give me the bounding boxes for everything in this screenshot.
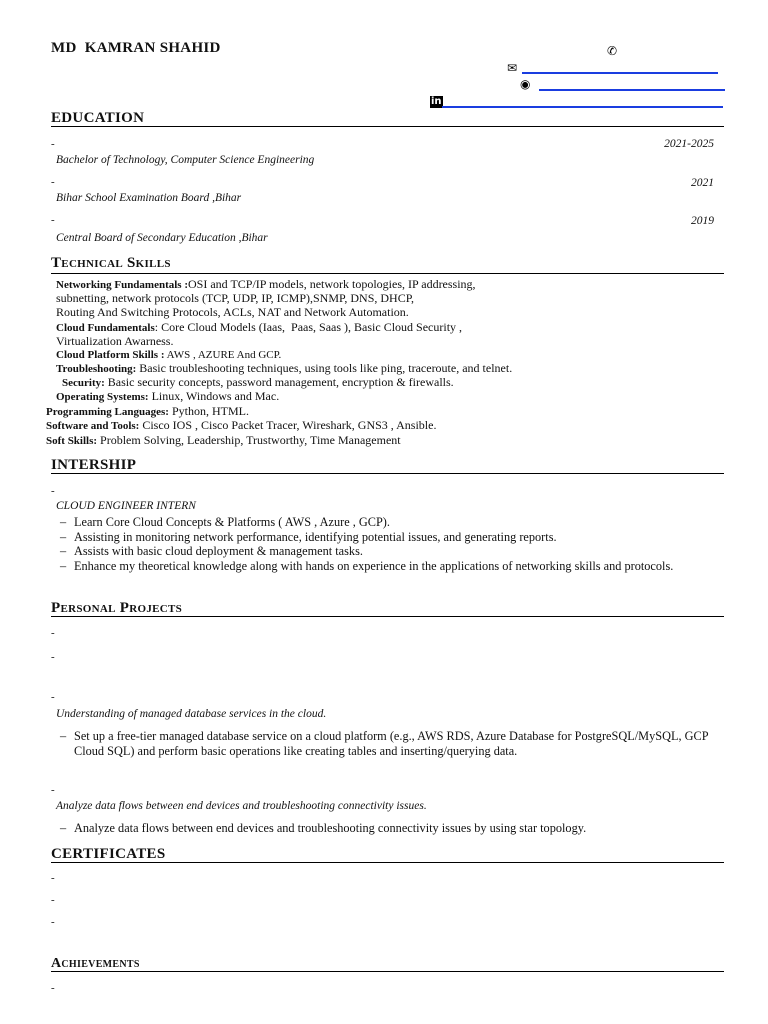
skill-label: Cloud Fundamentals xyxy=(56,322,155,334)
skill-label: Networking Fundamentals : xyxy=(56,279,189,291)
education-dot: - xyxy=(51,138,55,150)
education-heading: EDUCATION xyxy=(51,110,145,126)
education-dot: - xyxy=(51,176,55,188)
project-bullet-list xyxy=(60,729,720,758)
github-link[interactable] xyxy=(539,89,725,91)
certificate-dot: - xyxy=(51,894,55,906)
skill-label: Operating Systems: xyxy=(56,391,149,403)
internship-heading: INTERSHIP xyxy=(51,457,137,473)
skills-divider xyxy=(51,273,724,274)
project-subtitle: Understanding of managed database services in the cloud. xyxy=(56,708,327,720)
project-bullet-list xyxy=(60,821,720,836)
linkedin-icon: in xyxy=(431,96,442,107)
skill-soft-skills xyxy=(46,433,401,448)
skill-label: Software and Tools: xyxy=(46,420,140,432)
education-detail: Bihar School Examination Board ,Bihar xyxy=(56,192,242,204)
skill-text: Python, HTML. xyxy=(168,404,249,418)
skill-text: Basic security concepts, password management, encryption & firewalls. xyxy=(104,375,454,389)
skill-cloud-platform xyxy=(56,347,281,362)
skills-heading: Technical Skills xyxy=(51,255,171,271)
internship-dot: - xyxy=(51,485,55,497)
skill-networking-line: Routing And Switching Protocols, ACLs, NAT and Network Automation. xyxy=(56,305,409,319)
skill-text: AWS , AZURE And GCP. xyxy=(164,349,282,361)
skill-label: Troubleshooting: xyxy=(56,363,137,375)
internship-role: CLOUD ENGINEER INTERN xyxy=(56,500,196,512)
project-dot: - xyxy=(51,784,55,796)
internship-bullet: – Enhance my theoretical knowledge along with hands on experience in the applications of networking skills and protocols. xyxy=(60,559,720,574)
project-dot: - xyxy=(51,691,55,703)
internship-bullet: – Learn Core Cloud Concepts & Platforms ( AWS , Azure , GCP). xyxy=(60,515,720,530)
education-dot: - xyxy=(51,214,55,226)
email-link[interactable] xyxy=(522,72,718,74)
education-date: 2021 xyxy=(691,177,714,189)
skill-cloud-line: Virtualization Awarness. xyxy=(56,334,174,348)
project-subtitle: Analyze data flows between end devices and troubleshooting connectivity issues. xyxy=(56,800,427,812)
certificate-dot: - xyxy=(51,872,55,884)
skill-text: Linux, Windows and Mac. xyxy=(148,389,280,403)
phone-icon: ✆ xyxy=(607,44,618,58)
education-divider xyxy=(51,126,724,127)
skill-security xyxy=(62,375,454,390)
achievements-divider xyxy=(51,971,724,972)
internship-bullet: – Assists with basic cloud deployment & management tasks. xyxy=(60,544,720,559)
skill-troubleshooting xyxy=(56,361,512,376)
skill-text: Problem Solving, Leadership, Trustworthy, Time Management xyxy=(97,433,401,447)
internship-bullet-list xyxy=(60,515,720,573)
github-icon: ◉ xyxy=(520,77,531,91)
project-bullet: – Analyze data flows between end devices and troubleshooting connectivity issues by using star topology. xyxy=(60,821,720,836)
achievements-heading: Achievements xyxy=(51,956,140,971)
envelope-icon: ✉ xyxy=(507,61,518,75)
skill-operating-systems xyxy=(56,389,279,404)
education-detail: Central Board of Secondary Education ,Bihar xyxy=(56,232,268,244)
project-dot: - xyxy=(51,627,55,639)
skill-text: Cisco IOS , Cisco Packet Tracer, Wireshark, GNS3 , Ansible. xyxy=(139,418,437,432)
certificates-divider xyxy=(51,862,724,863)
internship-bullet: – Assisting in monitoring network performance, identifying potential issues, and generating reports. xyxy=(60,530,720,545)
projects-divider xyxy=(51,616,724,617)
skill-programming xyxy=(46,404,249,419)
candidate-name: MD KAMRAN SHAHID xyxy=(51,40,221,56)
skill-label: Security: xyxy=(62,377,105,389)
skill-software-tools xyxy=(46,418,436,433)
education-date: 2021-2025 xyxy=(664,138,714,150)
skill-text: Basic troubleshooting techniques, using tools like ping, traceroute, and telnet. xyxy=(136,361,513,375)
skill-label: Cloud Platform Skills : xyxy=(56,349,165,361)
project-bullet: – Set up a free-tier managed database service on a cloud platform (e.g., AWS RDS, Azure Database for PostgreSQL/MySQL, GCP Cloud SQL) and perform basic operations like creating tables and inserting/querying data. xyxy=(60,729,720,758)
project-dot: - xyxy=(51,651,55,663)
skill-text: OSI and TCP/IP models, network topologies, IP addressing, xyxy=(188,277,476,291)
linkedin-link[interactable] xyxy=(442,106,723,108)
internship-divider xyxy=(51,473,724,474)
skill-networking xyxy=(56,277,476,292)
skill-label: Soft Skills: xyxy=(46,435,98,447)
certificates-heading: CERTIFICATES xyxy=(51,846,166,862)
education-date: 2019 xyxy=(691,215,714,227)
skill-cloud-fundamentals xyxy=(56,320,462,335)
skill-text: : Core Cloud Models (Iaas, Paas, Saas ), Basic Cloud Security , xyxy=(154,320,463,334)
education-detail: Bachelor of Technology, Computer Science Engineering xyxy=(56,154,315,166)
skill-networking-line: subnetting, network protocols (TCP, UDP, IP, ICMP),SNMP, DNS, DHCP, xyxy=(56,291,415,305)
certificate-dot: - xyxy=(51,916,55,928)
skill-label: Programming Languages: xyxy=(46,406,169,418)
projects-heading: Personal Projects xyxy=(51,600,183,616)
achievement-dot: - xyxy=(51,982,55,994)
